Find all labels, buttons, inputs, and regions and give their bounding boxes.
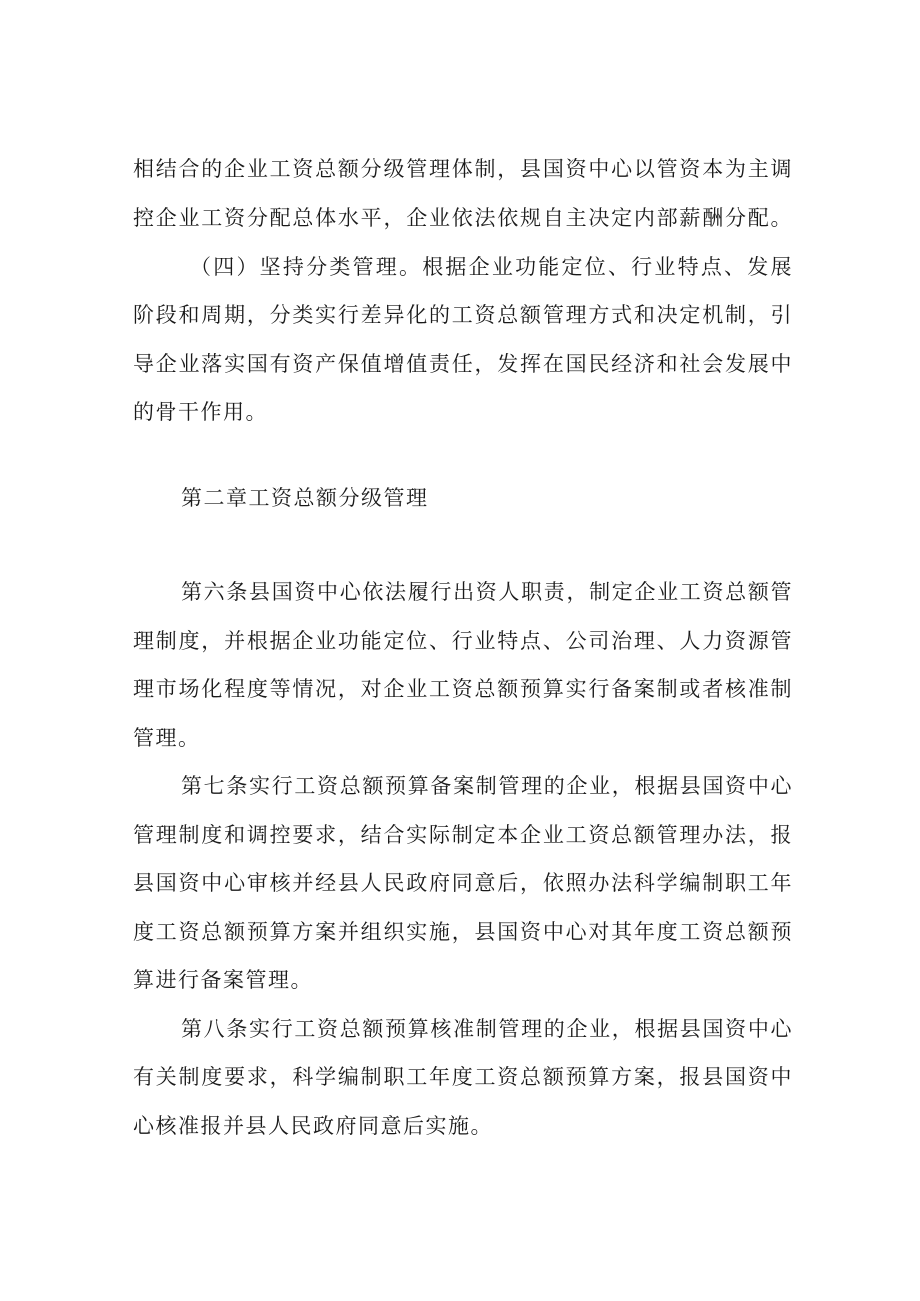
article-seven-line: 第七条实行工资总额预算备案制管理的企业，根据县国资中心 [181,774,793,798]
body-line: 算进行备案管理。 [133,968,313,992]
body-line: 相结合的企业工资总额分级管理体制，县国资中心以管资本为主调 [133,157,793,181]
body-line: 理市场化程度等情况，对企业工资总额预算实行备案制或者核准制 [133,677,793,701]
article-eight-line: 第八条实行工资总额预算核准制管理的企业，根据县国资中心 [181,1017,793,1041]
body-line: 度工资总额预算方案并组织实施，县国资中心对其年度工资总额预 [133,920,793,944]
body-line: 理制度，并根据企业功能定位、行业特点、公司治理、人力资源管 [133,629,793,653]
body-line: 导企业落实国有资产保值增值责任，发挥在国民经济和社会发展中 [133,352,793,376]
chapter-heading: 第二章工资总额分级管理 [181,486,429,510]
body-line: 心核准报并县人民政府同意后实施。 [133,1114,493,1138]
body-line: 县国资中心审核并经县人民政府同意后，依照办法科学编制职工年 [133,871,793,895]
article-six-line: 第六条县国资中心依法履行出资人职责，制定企业工资总额管 [181,580,793,604]
body-line: 控企业工资分配总体水平，企业依法依规自主决定内部薪酬分配。 [133,206,793,230]
body-line: 阶段和周期，分类实行差异化的工资总额管理方式和决定机制，引 [133,303,793,327]
body-line: 管理。 [133,726,201,750]
body-line: 管理制度和调控要求，结合实际制定本企业工资总额管理办法，报 [133,823,793,847]
section-four-line: （四）坚持分类管理。根据企业功能定位、行业特点、发展 [190,255,793,279]
body-line: 有关制度要求，科学编制职工年度工资总额预算方案，报县国资中 [133,1065,793,1089]
body-line: 的骨干作用。 [133,400,268,424]
